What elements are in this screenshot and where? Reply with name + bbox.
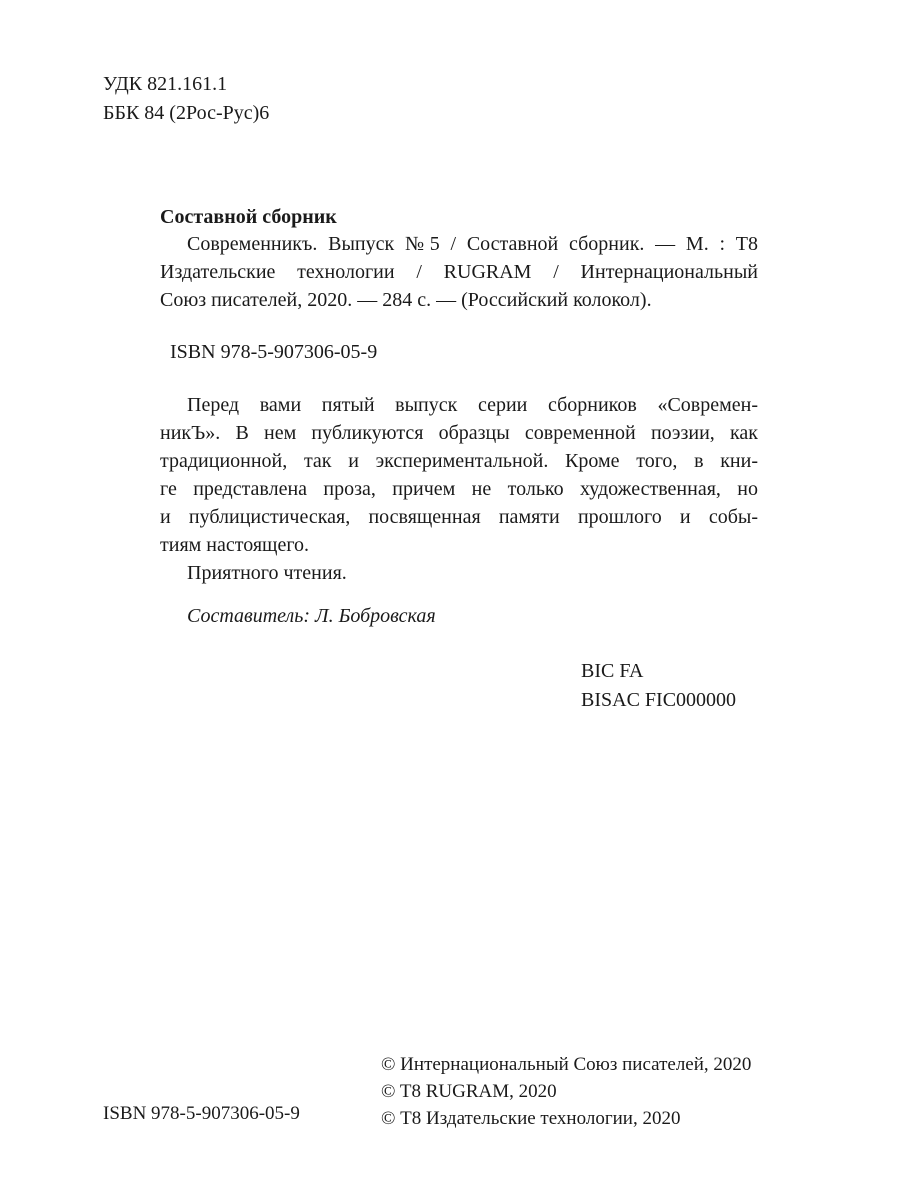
copyright-line: © Интернациональный Союз писателей, 2020 bbox=[381, 1054, 752, 1075]
isbn-main: ISBN 978-5-907306-05-9 bbox=[170, 341, 378, 363]
annotation bbox=[160, 391, 758, 587]
bibliographic-description bbox=[160, 230, 758, 314]
bibliographic-line: Союз писателей, 2020. — 284 с. — (Российский колокол). bbox=[160, 289, 652, 311]
subject-codes bbox=[581, 657, 736, 715]
udk-code: УДК 821.161.1 bbox=[103, 73, 228, 95]
annotation-line: тиям настоящего. bbox=[160, 534, 310, 556]
annotation-line: и публицистическая, посвященная памяти прошлого и собы- bbox=[160, 506, 758, 528]
bbk-code: ББК 84 (2Рос-Рус)6 bbox=[103, 102, 270, 124]
isbn-bottom: ISBN 978-5-907306-05-9 bbox=[103, 1103, 300, 1124]
annotation-line: ге представлена проза, причем не только художественная, но bbox=[160, 478, 758, 500]
annotation-line: традиционной, так и экспериментальной. Кроме того, в кни- bbox=[160, 450, 758, 472]
classification-codes bbox=[103, 70, 269, 128]
collection-heading: Составной сборник bbox=[160, 206, 337, 228]
copyright-line: © T8 RUGRAM, 2020 bbox=[381, 1081, 557, 1102]
compiler-credit: Составитель: Л. Бобровская bbox=[187, 605, 436, 627]
copyright-line: © Т8 Издательские технологии, 2020 bbox=[381, 1108, 681, 1129]
bisac-code: BISAC FIC000000 bbox=[581, 689, 737, 711]
annotation-line: никЪ». В нем публикуются образцы современной поэзии, как bbox=[160, 422, 758, 444]
bibliographic-line: Современникъ. Выпуск №5 / Составной сборник. — М. : Т8 bbox=[187, 233, 758, 255]
bibliographic-line: Издательские технологии / RUGRAM / Интернациональный bbox=[160, 261, 758, 283]
annotation-line: Перед вами пятый выпуск серии сборников «Современ- bbox=[187, 394, 758, 416]
copyright-block bbox=[381, 1051, 751, 1132]
bic-code: BIC FA bbox=[581, 660, 644, 682]
annotation-closing: Приятного чтения. bbox=[187, 562, 347, 584]
